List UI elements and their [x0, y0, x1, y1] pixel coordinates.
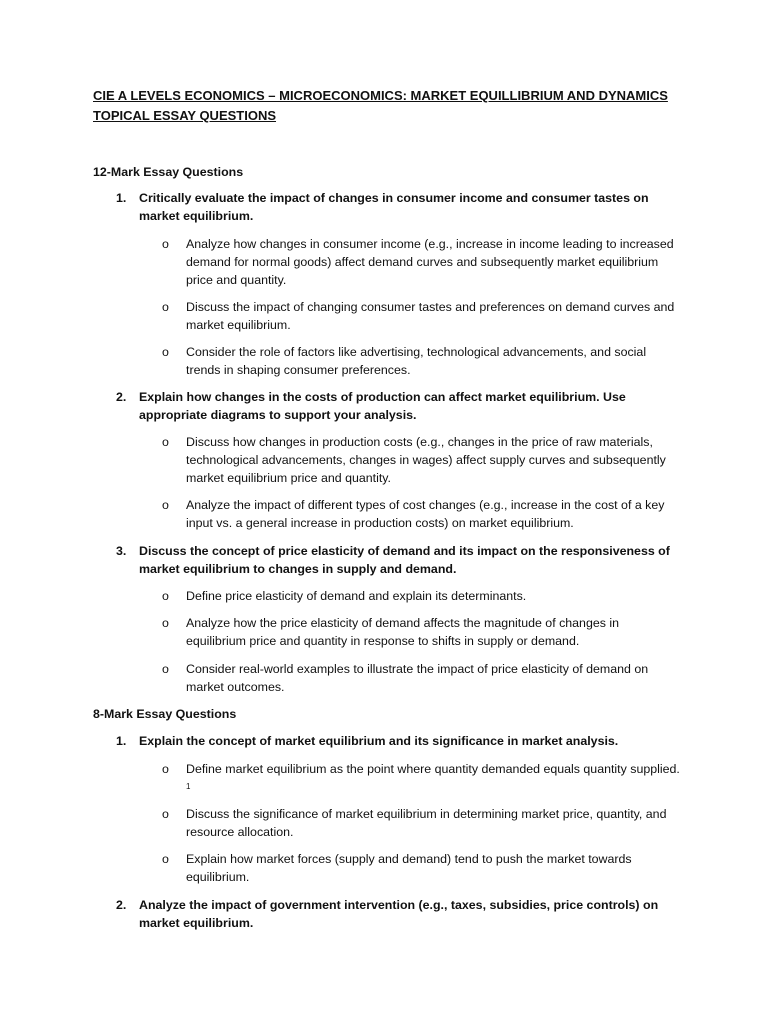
- bullet-marker: o: [162, 807, 169, 821]
- sub-point-text: Analyze how the price elasticity of demand affects the magnitude of changes in equilibrium price and quantity in response to shifts in supply or demand.: [186, 616, 620, 648]
- bullet-marker: o: [162, 435, 169, 449]
- document-title: CIE A LEVELS ECONOMICS – MICROECONOMICS: MARKET EQUILLIBRIUM AND DYNAMICS TOPICAL ESSAY QUESTIONS: [93, 88, 668, 123]
- question-number: 2.: [116, 898, 127, 912]
- sub-point-text-body: Define market equilibrium as the point where quantity demanded equals quantity supplied.: [186, 762, 680, 776]
- bullet-marker: o: [162, 589, 169, 603]
- question-number: 3.: [116, 544, 127, 558]
- question-number: 2.: [116, 390, 127, 404]
- question-text: Discuss the concept of price elasticity of demand and its impact on the responsiveness of market equilibrium to changes in supply and demand.: [139, 544, 670, 576]
- footnote-marker: 1: [186, 782, 191, 791]
- sub-point-text: Analyze the impact of different types of cost changes (e.g., increase in the cost of a key input vs. a general increase in production costs) on market equilibrium.: [186, 498, 665, 530]
- question-text: Critically evaluate the impact of changes in consumer income and consumer tastes on market equilibrium.: [139, 191, 649, 223]
- bullet-marker: o: [162, 762, 169, 776]
- bullet-marker: o: [162, 237, 169, 251]
- sub-point-text: Explain how market forces (supply and demand) tend to push the market towards equilibrium.: [186, 852, 632, 884]
- bullet-marker: o: [162, 662, 169, 676]
- sub-point-text: Define price elasticity of demand and explain its determinants.: [186, 589, 527, 603]
- bullet-marker: o: [162, 345, 169, 359]
- bullet-marker: o: [162, 498, 169, 512]
- question-text: Analyze the impact of government intervention (e.g., taxes, subsidies, price controls) on market equilibrium.: [139, 898, 659, 930]
- bullet-marker: o: [162, 852, 169, 866]
- sub-point-text: [186, 760, 682, 799]
- sub-point-text: Analyze how changes in consumer income (e.g., increase in income leading to increased demand for normal goods) affect demand curves and subsequently market equilibrium price and quantity.: [186, 237, 674, 287]
- bullet-marker: o: [162, 300, 169, 314]
- question-text: Explain how changes in the costs of production can affect market equilibrium. Use appropriate diagrams to support your analysis.: [139, 390, 626, 422]
- question-number: 1.: [116, 191, 127, 205]
- section-heading-8-mark: 8-Mark Essay Questions: [93, 707, 237, 721]
- sub-point-text: Discuss the impact of changing consumer tastes and preferences on demand curves and market equilibrium.: [186, 300, 675, 332]
- section-heading-12-mark: 12-Mark Essay Questions: [93, 165, 244, 179]
- sub-point-text: Consider real-world examples to illustrate the impact of price elasticity of demand on market outcomes.: [186, 662, 649, 694]
- bullet-marker: o: [162, 616, 169, 630]
- sub-point-text: Discuss the significance of market equilibrium in determining market price, quantity, and resource allocation.: [186, 807, 667, 839]
- sub-point-text: Consider the role of factors like advertising, technological advancements, and social trends in shaping consumer preferences.: [186, 345, 647, 377]
- sub-point-text: Discuss how changes in production costs (e.g., changes in the price of raw materials, technological advancements, changes in wages) affect supply curves and subsequently market equilibrium price and quantity.: [186, 435, 666, 485]
- question-text: Explain the concept of market equilibrium and its significance in market analysis.: [139, 734, 619, 748]
- question-number: 1.: [116, 734, 127, 748]
